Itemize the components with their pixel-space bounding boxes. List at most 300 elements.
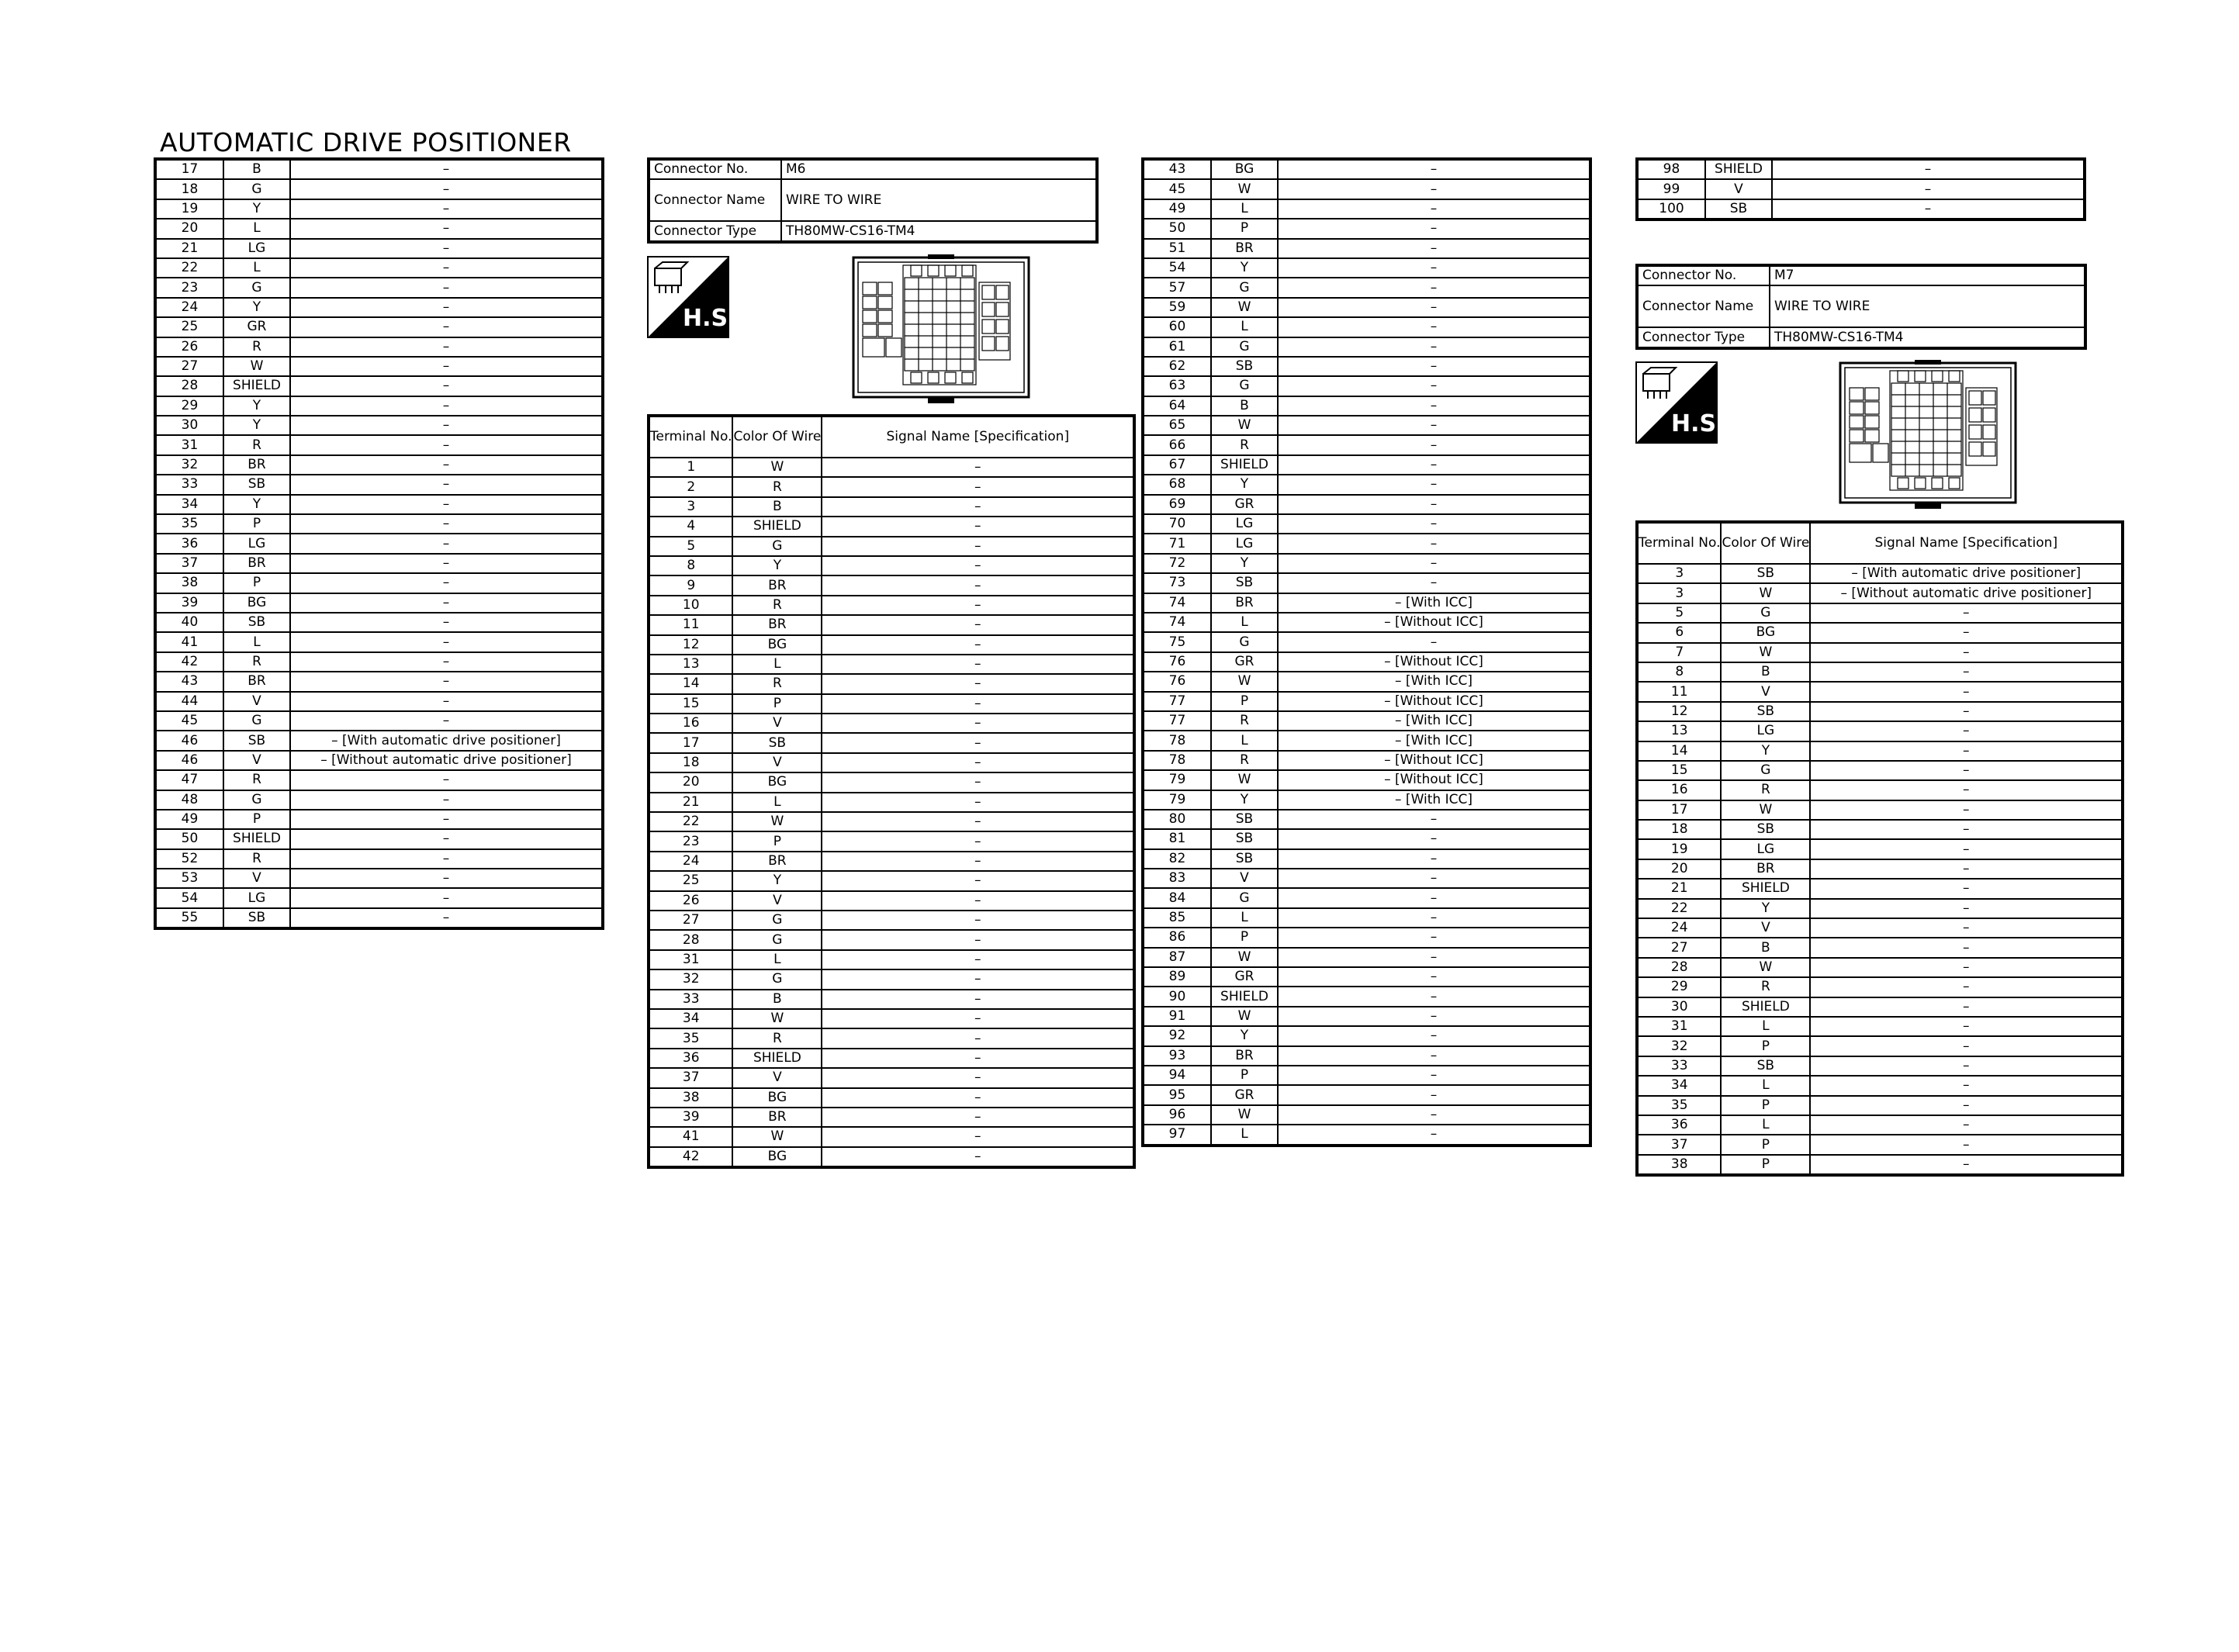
table-row (155, 278, 603, 297)
table-row (649, 615, 1134, 634)
wire-color-cell: R (1211, 751, 1278, 770)
wire-color-cell: V (1211, 869, 1278, 888)
table-row (155, 416, 603, 435)
wire-color-cell: P (1211, 219, 1278, 238)
table-row (155, 692, 603, 711)
terminal-no-cell: 19 (1637, 839, 1721, 859)
terminal-no-cell: 100 (1637, 199, 1705, 219)
signal-name-header: Signal Name [Specification] (1810, 522, 2123, 564)
terminal-no-cell: 24 (155, 298, 223, 317)
terminal-no-cell: 27 (155, 357, 223, 376)
terminal-no-cell: 39 (649, 1108, 732, 1127)
signal-name-cell: – (290, 632, 603, 651)
terminal-no-cell: 37 (155, 554, 223, 573)
terminal-no-cell: 7 (1637, 643, 1721, 662)
wire-color-cell: L (1211, 908, 1278, 928)
table-row (649, 852, 1134, 871)
terminal-no-cell: 14 (1637, 741, 1721, 761)
wire-color-cell: SHIELD (1211, 455, 1278, 475)
wire-color-cell: BG (1211, 159, 1278, 179)
terminal-no-cell: 17 (155, 159, 223, 179)
terminal-no-cell: 28 (1637, 958, 1721, 977)
signal-name-cell: – (1810, 603, 2123, 623)
wire-color-cell: Y (223, 199, 290, 219)
wire-color-cell: GR (1211, 967, 1278, 987)
connector-type-value: TH80MW-CS16-TM4 (1770, 327, 2085, 347)
signal-name-cell: – (1278, 357, 1590, 376)
table-row (1143, 790, 1590, 810)
table-row (155, 376, 603, 396)
terminal-no-cell: 22 (155, 258, 223, 278)
signal-name-cell: – (822, 1088, 1134, 1108)
table-row (155, 632, 603, 651)
terminal-no-cell: 34 (649, 1009, 732, 1028)
table-row (649, 596, 1134, 615)
terminal-table-body (649, 458, 1134, 1167)
table-row (649, 694, 1134, 714)
table-row (649, 1068, 1134, 1087)
signal-name-header: Signal Name [Specification] (822, 416, 1134, 458)
connector-name-value: WIRE TO WIRE (781, 179, 1097, 221)
table-row (649, 950, 1134, 969)
signal-name-cell: – (290, 159, 603, 179)
wire-color-cell: G (732, 969, 822, 989)
signal-name-cell: – (1278, 554, 1590, 573)
table-row (155, 298, 603, 317)
signal-name-cell: – (290, 298, 603, 317)
table-row (155, 435, 603, 454)
signal-name-cell: – (1810, 702, 2123, 721)
wire-color-cell: V (223, 692, 290, 711)
signal-name-cell: – (1810, 662, 2123, 682)
signal-name-cell: – (1278, 967, 1590, 987)
terminal-no-cell: 35 (155, 514, 223, 534)
signal-name-cell: – (822, 969, 1134, 989)
terminal-no-cell: 35 (1637, 1096, 1721, 1115)
wire-color-cell: Y (223, 396, 290, 416)
wire-color-cell: BR (732, 615, 822, 634)
table-row (649, 871, 1134, 890)
table-row (649, 537, 1134, 556)
table-row (155, 239, 603, 258)
terminal-no-cell: 31 (649, 950, 732, 969)
hs-connector-icon (647, 256, 737, 338)
signal-name-cell: – [With automatic drive positioner] (1810, 564, 2123, 583)
connector-type-label: Connector Type (1637, 327, 1770, 347)
connector-face-diagram-m7 (1839, 360, 2017, 513)
signal-name-cell: – (1278, 849, 1590, 869)
signal-name-cell: – (1810, 780, 2123, 800)
signal-name-cell: – (822, 772, 1134, 792)
wire-color-cell: W (1721, 643, 1810, 662)
signal-name-cell: – (290, 337, 603, 357)
signal-name-cell: – (822, 596, 1134, 615)
terminal-no-header: Terminal No. (1637, 522, 1721, 564)
terminal-no-cell: 60 (1143, 317, 1211, 337)
wire-color-cell: G (1211, 337, 1278, 357)
terminal-no-cell: 32 (649, 969, 732, 989)
wire-color-cell: P (223, 810, 290, 829)
table-row (649, 969, 1134, 989)
hs-label: H.S. (1671, 410, 1725, 437)
wire-color-cell: LG (223, 888, 290, 907)
terminal-no-cell: 66 (1143, 435, 1211, 454)
signal-name-cell: – [Without ICC] (1278, 613, 1590, 632)
terminal-no-cell: 13 (649, 655, 732, 674)
wire-color-cell: Y (1211, 790, 1278, 810)
terminal-no-cell: 47 (155, 770, 223, 790)
signal-name-cell: – (1772, 199, 2085, 219)
terminal-no-cell: 76 (1143, 672, 1211, 691)
wire-color-cell: LG (223, 239, 290, 258)
table-row (649, 497, 1134, 517)
table-row (1637, 780, 2123, 800)
terminal-no-cell: 90 (1143, 987, 1211, 1006)
signal-name-cell: – (1278, 1007, 1590, 1026)
wire-color-cell: P (223, 514, 290, 534)
signal-name-cell: – (822, 477, 1134, 496)
table-row (155, 199, 603, 219)
signal-name-cell: – (1810, 643, 2123, 662)
wire-color-cell: V (732, 714, 822, 733)
wire-color-cell: W (1211, 416, 1278, 435)
terminal-no-cell: 74 (1143, 613, 1211, 632)
terminal-no-cell: 5 (1637, 603, 1721, 623)
wire-color-cell: V (732, 891, 822, 911)
wire-color-cell: BG (732, 635, 822, 655)
terminal-no-cell: 67 (1143, 455, 1211, 475)
signal-name-cell: – (822, 655, 1134, 674)
wire-color-cell: L (732, 950, 822, 969)
terminal-no-cell: 18 (155, 179, 223, 199)
table-row (1143, 692, 1590, 711)
wire-color-cell: BG (732, 1088, 822, 1108)
table-row (649, 930, 1134, 949)
signal-name-cell: – (290, 573, 603, 593)
signal-name-cell: – (1278, 534, 1590, 553)
terminal-no-cell: 29 (155, 396, 223, 416)
terminal-no-cell: 69 (1143, 495, 1211, 514)
wire-color-cell: SHIELD (732, 1049, 822, 1068)
terminal-no-cell: 87 (1143, 948, 1211, 967)
signal-name-cell: – (290, 475, 603, 494)
table-row (1143, 1105, 1590, 1125)
wire-color-cell: L (1721, 1115, 1810, 1135)
table-row (155, 258, 603, 278)
terminal-no-cell: 37 (1637, 1135, 1721, 1154)
table-row (649, 911, 1134, 930)
terminal-no-cell: 15 (1637, 761, 1721, 780)
table-row (155, 179, 603, 199)
terminal-no-cell: 20 (155, 219, 223, 238)
terminal-no-cell: 51 (1143, 239, 1211, 258)
table-row (1637, 1076, 2123, 1095)
terminal-no-cell: 22 (649, 812, 732, 831)
terminal-no-cell: 17 (649, 733, 732, 752)
terminal-no-cell: 71 (1143, 534, 1211, 553)
signal-name-cell: – (1810, 800, 2123, 820)
table-row (1637, 958, 2123, 977)
wire-color-cell: SHIELD (1721, 997, 1810, 1017)
signal-name-cell: – (1278, 337, 1590, 357)
terminal-no-cell: 24 (649, 852, 732, 871)
connector-type-label: Connector Type (649, 221, 781, 241)
terminal-no-cell: 92 (1143, 1026, 1211, 1045)
table-row (1637, 859, 2123, 879)
wire-color-cell: BR (732, 575, 822, 595)
table-row (1143, 475, 1590, 494)
wire-color-cell: SB (223, 613, 290, 632)
wire-color-cell: P (1211, 1066, 1278, 1085)
terminal-no-cell: 39 (155, 593, 223, 613)
table-row (1637, 839, 2123, 859)
signal-name-cell: – (290, 376, 603, 396)
signal-name-cell: – (290, 593, 603, 613)
table-row (1143, 987, 1590, 1006)
table-row (155, 475, 603, 494)
wire-color-cell: GR (223, 317, 290, 337)
terminal-no-cell: 8 (649, 556, 732, 575)
wire-color-cell: BG (732, 1147, 822, 1167)
signal-name-cell: – (822, 1068, 1134, 1087)
table-row (155, 849, 603, 869)
wire-color-cell: R (1211, 711, 1278, 731)
signal-name-cell: – [Without ICC] (1278, 770, 1590, 790)
terminal-no-cell: 2 (649, 477, 732, 496)
wire-color-cell: W (1721, 958, 1810, 977)
signal-name-cell: – (1278, 1105, 1590, 1125)
wire-color-cell: BR (732, 852, 822, 871)
wire-color-cell: BR (223, 554, 290, 573)
signal-name-cell: – (1810, 938, 2123, 957)
terminal-table-col4-top (1635, 157, 2086, 221)
table-row (1143, 908, 1590, 928)
table-row (1637, 938, 2123, 957)
connector-info-table (1635, 264, 2087, 350)
table-row (155, 751, 603, 770)
wire-color-cell: LG (223, 534, 290, 553)
wire-color-cell: L (223, 632, 290, 651)
wire-color-cell: W (1211, 948, 1278, 967)
signal-name-cell: – (290, 357, 603, 376)
terminal-no-cell: 81 (1143, 829, 1211, 848)
terminal-no-cell: 21 (1637, 879, 1721, 898)
wire-color-cell: SB (223, 731, 290, 750)
wire-color-cell: BR (1211, 239, 1278, 258)
terminal-no-cell: 44 (155, 692, 223, 711)
signal-name-cell: – [Without automatic drive positioner] (1810, 583, 2123, 603)
wire-color-cell: R (732, 477, 822, 496)
table-row (1637, 997, 2123, 1017)
terminal-no-cell: 42 (649, 1147, 732, 1167)
terminal-no-cell: 5 (649, 537, 732, 556)
terminal-no-cell: 29 (1637, 977, 1721, 997)
wire-color-cell: SHIELD (1705, 159, 1772, 179)
terminal-no-cell: 37 (649, 1068, 732, 1087)
terminal-no-cell: 20 (1637, 859, 1721, 879)
signal-name-cell: – (1278, 829, 1590, 848)
terminal-no-cell: 99 (1637, 179, 1705, 199)
signal-name-cell: – (822, 852, 1134, 871)
wire-color-cell: W (732, 458, 822, 477)
table-row (155, 337, 603, 357)
signal-name-cell: – (290, 534, 603, 553)
terminal-no-cell: 11 (1637, 682, 1721, 701)
wire-color-cell: L (223, 219, 290, 238)
wire-color-cell: R (1211, 435, 1278, 454)
wire-color-cell: R (732, 596, 822, 615)
wire-color-cell: SHIELD (223, 829, 290, 848)
wire-color-cell: W (1211, 179, 1278, 199)
connector-no-value: M6 (781, 159, 1097, 179)
terminal-no-cell: 53 (155, 869, 223, 888)
signal-name-cell: – (1278, 1125, 1590, 1145)
signal-name-cell: – (822, 1108, 1134, 1127)
terminal-no-cell: 6 (1637, 623, 1721, 642)
terminal-no-cell: 76 (1143, 652, 1211, 672)
wire-color-cell: G (732, 537, 822, 556)
terminal-no-cell: 9 (649, 575, 732, 595)
table-row (1143, 219, 1590, 238)
signal-name-cell: – [Without ICC] (1278, 692, 1590, 711)
wire-color-cell: L (732, 655, 822, 674)
signal-name-cell: – (1278, 159, 1590, 179)
signal-name-cell: – (822, 575, 1134, 595)
terminal-no-cell: 1 (649, 458, 732, 477)
wire-color-cell: SHIELD (732, 517, 822, 536)
table-row (649, 1108, 1134, 1127)
signal-name-cell: – (1278, 495, 1590, 514)
terminal-no-cell: 97 (1143, 1125, 1211, 1145)
signal-name-cell: – (822, 458, 1134, 477)
wire-color-cell: BG (1721, 623, 1810, 642)
wire-color-cell: LG (1721, 721, 1810, 741)
signal-name-cell: – (290, 219, 603, 238)
wire-color-cell: Y (1211, 475, 1278, 494)
signal-name-cell: – (822, 891, 1134, 911)
signal-name-cell: – (1278, 298, 1590, 317)
wire-color-cell: L (1211, 613, 1278, 632)
signal-name-cell: – (822, 694, 1134, 714)
signal-name-cell: – (1278, 317, 1590, 337)
wire-color-cell: LG (1211, 534, 1278, 553)
table-row (1637, 1115, 2123, 1135)
wire-color-cell: V (223, 869, 290, 888)
wire-color-cell: G (1721, 761, 1810, 780)
table-row (649, 1049, 1134, 1068)
terminal-no-cell: 78 (1143, 731, 1211, 750)
terminal-table-body (1637, 564, 2123, 1175)
terminal-no-cell: 25 (649, 871, 732, 890)
signal-name-cell: – (1810, 977, 2123, 997)
wire-color-cell: L (1211, 1125, 1278, 1145)
signal-name-cell: – (822, 1127, 1134, 1146)
signal-name-cell: – (1810, 623, 2123, 642)
wire-color-cell: G (223, 790, 290, 810)
terminal-no-cell: 93 (1143, 1046, 1211, 1066)
wire-color-cell: W (1721, 800, 1810, 820)
wire-color-cell: Y (223, 416, 290, 435)
wire-color-cell: BR (732, 1108, 822, 1127)
signal-name-cell: – (1278, 928, 1590, 947)
table-row (1143, 829, 1590, 848)
connector-name-label: Connector Name (1637, 285, 1770, 327)
signal-name-cell: – (1810, 899, 2123, 918)
table-row (1143, 888, 1590, 907)
terminal-no-cell: 49 (1143, 199, 1211, 219)
signal-name-cell: – [Without ICC] (1278, 751, 1590, 770)
terminal-no-cell: 17 (1637, 800, 1721, 820)
wire-color-cell: R (1721, 780, 1810, 800)
table-row (1143, 416, 1590, 435)
terminal-table-body (1143, 159, 1590, 1146)
signal-name-cell: – [With automatic drive positioner] (290, 731, 603, 750)
table-row (1637, 1096, 2123, 1115)
terminal-no-cell: 54 (155, 888, 223, 907)
wire-color-cell: G (1211, 888, 1278, 907)
table-row (1143, 928, 1590, 947)
signal-name-cell: – (1278, 987, 1590, 1006)
table-row (649, 733, 1134, 752)
terminal-no-cell: 18 (649, 753, 732, 772)
signal-name-cell: – (1278, 573, 1590, 593)
signal-name-cell: – [Without automatic drive positioner] (290, 751, 603, 770)
wire-color-cell: G (1211, 278, 1278, 297)
wire-color-cell: SHIELD (1721, 879, 1810, 898)
table-row (1143, 376, 1590, 396)
signal-name-cell: – (1278, 514, 1590, 534)
terminal-no-cell: 79 (1143, 770, 1211, 790)
table-row (1143, 455, 1590, 475)
terminal-no-cell: 75 (1143, 632, 1211, 651)
wire-color-header: Color Of Wire (732, 416, 822, 458)
signal-name-cell: – (290, 810, 603, 829)
table-row (1637, 741, 2123, 761)
terminal-no-cell: 79 (1143, 790, 1211, 810)
terminal-no-cell: 3 (1637, 583, 1721, 603)
table-row (1143, 258, 1590, 278)
table-row (1637, 1036, 2123, 1056)
signal-name-cell: – (1278, 908, 1590, 928)
table-row (1637, 643, 2123, 662)
terminal-no-cell: 65 (1143, 416, 1211, 435)
signal-name-cell: – (1810, 1115, 2123, 1135)
wire-color-cell: L (223, 258, 290, 278)
wire-color-cell: Y (732, 871, 822, 890)
wire-color-cell: G (1211, 376, 1278, 396)
wire-color-cell: SB (732, 733, 822, 752)
table-row (155, 810, 603, 829)
table-row (1143, 593, 1590, 613)
signal-name-cell: – (1278, 239, 1590, 258)
table-row (1637, 623, 2123, 642)
table-row (1143, 317, 1590, 337)
table-row (1637, 159, 2085, 179)
signal-name-cell: – (822, 517, 1134, 536)
terminal-no-cell: 35 (649, 1028, 732, 1048)
terminal-no-cell: 70 (1143, 514, 1211, 534)
table-row (155, 455, 603, 475)
signal-name-cell: – (822, 1049, 1134, 1068)
terminal-table-m6 (647, 414, 1136, 1169)
signal-name-cell: – (1278, 435, 1590, 454)
table-row (649, 831, 1134, 851)
signal-name-cell: – (290, 455, 603, 475)
terminal-no-cell: 41 (155, 632, 223, 651)
terminal-no-cell: 22 (1637, 899, 1721, 918)
terminal-no-cell: 52 (155, 849, 223, 869)
table-row (155, 396, 603, 416)
